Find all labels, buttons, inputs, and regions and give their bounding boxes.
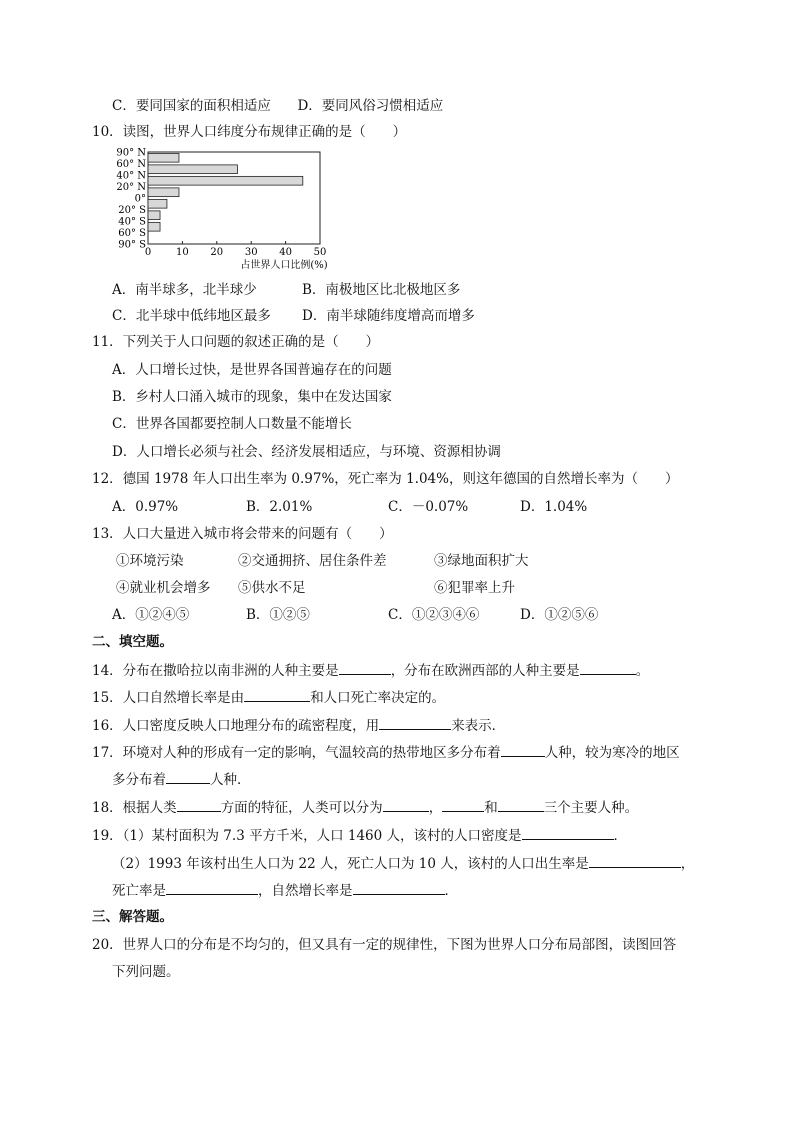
- bar: [148, 211, 160, 220]
- q18-text-2: 方面的特征，人类可以分为: [220, 800, 383, 816]
- q18: [92, 797, 638, 818]
- q13-item-5: ⑤供水不足: [238, 580, 306, 596]
- q10-option-c: C．北半球中低纬地区最多: [112, 308, 271, 324]
- bar: [148, 199, 167, 208]
- q19-text-3: （2）1993 年该村出生人口为 22 人，死亡人口为 10 人，该村的人口出生率是: [112, 856, 589, 872]
- q13-item-2: ②交通拥挤、居住条件差: [238, 553, 387, 569]
- q17-line2: [112, 769, 251, 790]
- bar: [148, 165, 237, 174]
- x-tick-label: 30: [244, 247, 258, 258]
- q15-text-2: 和人口死亡率决定的。: [310, 690, 446, 706]
- q14-text-3: 。: [635, 663, 650, 679]
- q13-stem: 13．人口大量进入城市将会带来的问题有（ ）: [92, 526, 393, 542]
- q19-line1: [92, 825, 627, 846]
- q19-blank-birth-rate[interactable]: [589, 853, 681, 868]
- y-tick-label: 60° N: [116, 159, 146, 170]
- q18-blank-1[interactable]: [177, 797, 221, 812]
- q17-text-4: 人种．: [210, 772, 251, 788]
- section-fill-blank-heading: 二、填空题。: [92, 634, 173, 650]
- q19-text-5: 死亡率是: [112, 883, 166, 899]
- y-tick-label: 90° N: [116, 148, 146, 159]
- q17-text-2: 人种，较为寒冷的地区: [544, 745, 680, 761]
- q17-text-1: 17．环境对人种的形成有一定的影响，气温较高的热带地区多分布着: [92, 745, 501, 761]
- q10-option-a: A．南半球多，北半球少: [112, 282, 257, 298]
- y-tick-label: 40° S: [118, 216, 146, 228]
- q12-stem: 12．德国 1978 年人口出生率为 0.97%，死亡率为 1.04%，则这年德国的自然增长率为（ ）: [92, 471, 679, 487]
- q15-blank-1[interactable]: [244, 687, 310, 702]
- q18-blank-3[interactable]: [442, 797, 484, 812]
- q14-text-2: ，分布在欧洲西部的人种主要是: [390, 663, 580, 679]
- q15-text-1: 15．人口自然增长率是由: [92, 690, 245, 706]
- q19-blank-density[interactable]: [522, 825, 614, 840]
- q14-blank-1[interactable]: [339, 660, 391, 675]
- q18-blank-4[interactable]: [498, 797, 544, 812]
- x-tick-label: 10: [176, 247, 189, 258]
- q9-option-d: D．要同风俗习惯相适应: [297, 98, 444, 114]
- q12-option-a: A．0.97%: [112, 499, 179, 515]
- q11-stem: 11．下列关于人口问题的叙述正确的是（ ）: [92, 334, 380, 350]
- q18-text-3: ，: [428, 800, 443, 816]
- y-axis-labels: [116, 148, 146, 251]
- q14-blank-2[interactable]: [580, 660, 636, 675]
- q13-option-b: B．①②⑤: [246, 607, 310, 623]
- q17-line1: [92, 742, 680, 763]
- q19-text-4: ，: [680, 856, 695, 872]
- q13-option-a: A．①②④⑤: [112, 607, 190, 623]
- q16-blank-1[interactable]: [379, 715, 451, 730]
- q16-text-2: 来表示．: [451, 718, 506, 734]
- q17-blank-1[interactable]: [501, 742, 545, 757]
- q14-text-1: 14．分布在撒哈拉以南非洲的人种主要是: [92, 663, 339, 679]
- q17-blank-2[interactable]: [166, 769, 210, 784]
- q11-option-a: A．人口增长过快，是世界各国普遍存在的问题: [112, 362, 392, 378]
- x-tick-label: 40: [279, 247, 292, 258]
- q10-option-b: B．南极地区比北极地区多: [302, 282, 461, 298]
- y-tick-label: 0°: [134, 193, 146, 205]
- q13-item-6: ⑥犯罪率上升: [434, 580, 515, 596]
- q15: [92, 687, 445, 708]
- y-tick-label: 60° S: [118, 228, 146, 239]
- latitude-population-chart: [112, 148, 342, 272]
- q11-option-c: C．世界各国都要控制人口数量不能增长: [112, 416, 352, 432]
- q19-blank-growth-rate[interactable]: [353, 880, 445, 895]
- q20-line2: 下列问题。: [112, 964, 180, 980]
- q13-option-d: D．①②⑤⑥: [520, 607, 599, 623]
- q19-line3: [112, 880, 458, 901]
- x-tick-label: 0: [144, 247, 152, 258]
- q16-text-1: 16．人口密度反映人口地理分布的疏密程度，用: [92, 718, 380, 734]
- q19-text-7: ．: [444, 883, 458, 899]
- x-tick-label: 50: [313, 247, 327, 258]
- q13-item-4: ④就业机会增多: [116, 580, 211, 596]
- q14: [92, 660, 649, 681]
- bar: [148, 188, 179, 197]
- q18-blank-2[interactable]: [383, 797, 429, 812]
- q17-text-3: 多分布着: [112, 772, 166, 788]
- y-tick-label: 40° N: [116, 170, 146, 182]
- q19-text-1: 19．（1）某村面积为 7.3 平方千米，人口 1460 人，该村的人口密度是: [92, 828, 522, 844]
- q18-text-1: 18．根据人类: [92, 800, 177, 816]
- bar: [148, 153, 179, 162]
- y-tick-label: 20° S: [118, 205, 146, 216]
- q12-option-b: B．2.01%: [246, 499, 313, 515]
- q16: [92, 715, 505, 736]
- q19-text-6: ，自然增长率是: [258, 883, 353, 899]
- q10-option-d: D．南半球随纬度增高而增多: [302, 308, 475, 324]
- y-tick-label: 20° N: [116, 182, 146, 193]
- q9-options: [112, 96, 443, 116]
- q10-stem: 10．读图，世界人口纬度分布规律正确的是（ ）: [92, 124, 407, 140]
- q19-text-2: ．: [613, 828, 628, 844]
- q13-item-3: ③绿地面积扩大: [434, 553, 529, 569]
- q18-text-5: 三个主要人种。: [543, 800, 639, 816]
- q9-option-c: C．要同国家的面积相适应: [112, 98, 271, 114]
- q19-blank-death-rate[interactable]: [166, 880, 258, 895]
- q12-option-c: C．－0.07%: [388, 499, 469, 515]
- bar: [148, 222, 160, 231]
- q11-option-b: B．乡村人口涌入城市的现象，集中在发达国家: [112, 389, 392, 405]
- x-axis-label: 占世界人口比例(%): [240, 260, 328, 271]
- section-answer-heading: 三、解答题。: [92, 909, 173, 925]
- bars: [148, 153, 303, 231]
- q19-line2: [112, 853, 694, 874]
- x-tick-label: 20: [210, 247, 224, 258]
- q12-option-d: D．1.04%: [520, 499, 588, 515]
- q11-option-d: D．人口增长必须与社会、经济发展相适应，与环境、资源相协调: [112, 444, 501, 460]
- q13-item-1: ①环境污染: [116, 553, 184, 569]
- q18-text-4: 和: [484, 800, 498, 816]
- y-tick-label: 90° S: [118, 239, 146, 251]
- q13-option-c: C．①②③④⑥: [388, 607, 480, 623]
- q20-line1: 20．世界人口的分布是不均匀的，但又具有一定的规律性，下图为世界人口分布局部图，读图回答: [92, 937, 677, 953]
- bar: [148, 176, 303, 185]
